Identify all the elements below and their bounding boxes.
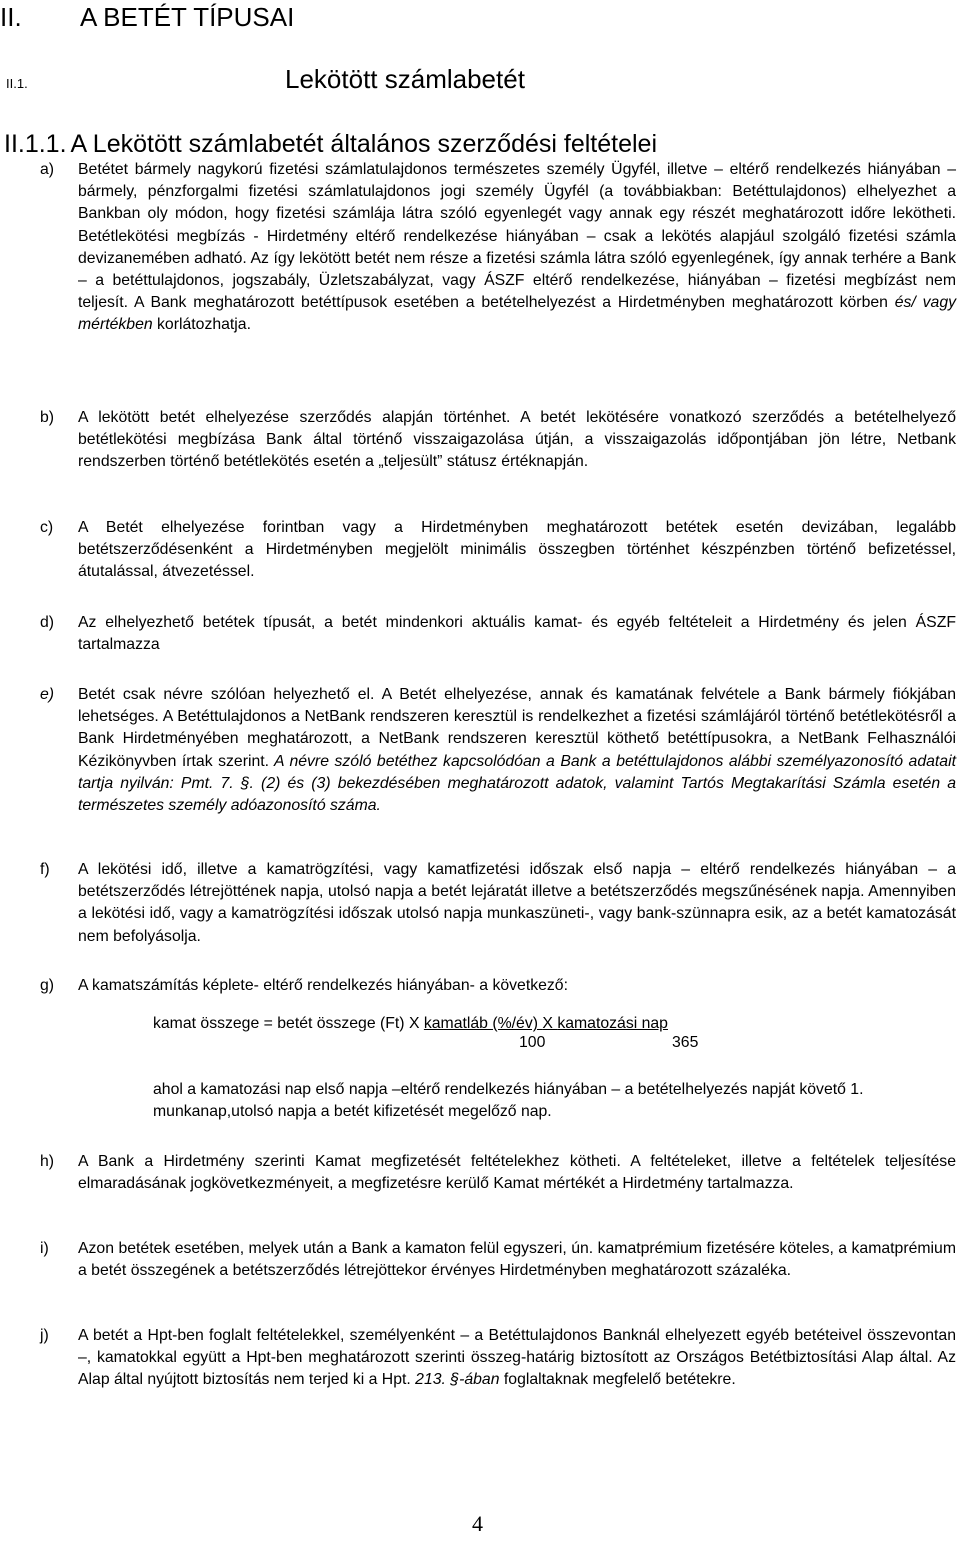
list-item-label: h): [40, 1153, 55, 1170]
list-item-d: [40, 612, 956, 656]
list-item-a: [40, 159, 956, 337]
heading-2-text: Lekötött számlabetét: [285, 64, 525, 94]
list-item-c: [40, 517, 956, 584]
formula-denominator-days: 365: [672, 1034, 699, 1051]
list-item-tail: foglaltaknak megfelelő betétekre.: [499, 1371, 736, 1389]
list-item-italic: és/ vagy mértékben: [78, 294, 956, 334]
list-item-h: [40, 1151, 956, 1195]
list-item-label: j): [40, 1327, 49, 1344]
heading-1-number: II.: [0, 2, 22, 32]
list-item-label: i): [40, 1240, 49, 1257]
list-item-j: [40, 1325, 956, 1392]
formula-term-rate: kamatláb (%/év): [423, 1015, 543, 1032]
heading-1: [0, 2, 294, 33]
list-item-label: c): [40, 519, 54, 536]
list-item-text: A lekötött betét elhelyezése szerződés alapján történhet. A betét lekötésére vonatkozó szerződés a betételhelyező betétlekötési megbízása Bank által történő visszaigazolása útján, a visszaigazolás időpontjában jön létre, Netbank rendszerben történő betétlekötés esetén a „teljesült” státusz értéknapján.: [78, 409, 956, 471]
heading-1-text: A BETÉT TÍPUSAI: [80, 2, 295, 32]
heading-2-number: II.1.: [6, 76, 28, 91]
heading-3: [4, 130, 657, 159]
list-item-text: A kamatszámítás képlete- eltérő rendelkezés hiányában- a következő:: [78, 977, 568, 994]
list-item-italic: A névre szóló betéthez kapcsolódóan a Bank a betéttulajdonos alábbi személyazonosító adatait tartja nyilván: Pmt. 7. §. (2) és (3) bekezdésében meghatározott adatok, valamint Tartós Megtakarítási Számla esetén a természetes személy adóazonosító száma.: [78, 752, 956, 815]
formula-note: ahol a kamatozási nap első napja –eltérő rendelkezés hiányában – a betételhelyezés napját követő 1. munkanap,utolsó napja a betét kifizetését megelőző nap.: [153, 1081, 864, 1121]
list-item-text: Betét csak névre szólóan helyezhető el. A Betét elhelyezése, annak és kamatának felvétele a Bank bármely fiókjában lehetséges. A Betéttulajdonos a NetBank rendszeren keresztül is rendelkezhet a fizetési számlájáról történő betétlekötésről a Bank Hirdetményében meghatározott, a NetBank rendszeren keresztül köthető betéttípusokra, a NetBank Felhasználói Kézikönyvben írtak szerint.: [78, 686, 956, 770]
list-item-f: [40, 859, 956, 948]
list-item-label: b): [40, 409, 55, 426]
page-number: 4: [472, 1511, 483, 1536]
list-item-b: [40, 407, 956, 474]
list-item-label: d): [40, 614, 55, 631]
list-item-text: A betét a Hpt-ben foglalt feltételekkel, személyenként – a Betéttulajdonos Banknál elhelyezett egyéb betéteivel összevontan –, kamatokkal együtt a Hpt-ben meghatározott szerinti összeg-határig biztosított az Országos Betétbiztosítási Alap által. Az Alap által nyújtott biztosítás nem terjed ki a Hpt.: [78, 1327, 956, 1389]
list-item-label: g): [40, 977, 55, 994]
list-item-i: [40, 1238, 956, 1282]
list-item-text: A Bank a Hirdetmény szerinti Kamat megfizetését feltételekhez kötheti. A feltételeket, illetve a feltételek teljesítése elmaradásának jogkövetkezményeit, a megfizetésre kerülő Kamat mértékét a Hirdetmény tartalmazza.: [78, 1153, 956, 1193]
list-item-g: [40, 975, 956, 997]
formula-multiply: X: [542, 1015, 558, 1032]
heading-3-text: A Lekötött számlabetét általános szerződési feltételei: [70, 130, 657, 158]
list-item-label: e): [40, 686, 55, 703]
list-item-text: A Betét elhelyezése forintban vagy a Hirdetményben meghatározott betétek esetén devizában, legalább betétszerződésenként a Hirdetményben megjelölt minimális összegben történhet készpénzben történő befizetéssel, átutalással, átvezetéssel.: [78, 519, 956, 581]
formula-denominator-rate: 100: [519, 1034, 546, 1051]
formula-term-days: kamatozási nap: [557, 1015, 668, 1032]
heading-3-number: II.1.1.: [4, 130, 67, 158]
list-item-text: Betétet bármely nagykorú fizetési számlatulajdonos természetes személy Ügyfél, illetve – eltérő rendelkezés hiányában – bármely, pénzforgalmi fizetési számlatulajdonos jogi személy Ügyfél (a továbbiakban: Betéttulajdonos) elhelyezhet a Bankban oly módon, hogy fizetési számlája látra szóló egyenlegét vagy annak egy részét meghatározott időre lekötheti. Betétlekötési megbízás - Hirdetmény eltérő rendelkezése hiányában – csak a lekötés alapjául szolgáló fizetési számla devizanemében adható. Az így lekötött betét nem része a fizetési számla látra szóló egyenlegének, így annak terhére a Bank – a betéttulajdonos, jogszabály, Üzletszabályzat, vagy ÁSZF eltérő rendelkezése, hiányában – fizetési megbízást nem teljesít. A Bank meghatározott betéttípusok esetében a betételhelyezést a Hirdetményben meghatározott körben: [78, 161, 956, 312]
list-item-text: Az elhelyezhető betétek típusát, a betét mindenkori aktuális kamat- és egyéb feltételeit a Hirdetmény és jelen ÁSZF tartalmazza: [78, 614, 956, 654]
list-item-label: a): [40, 161, 55, 178]
list-item-text: A lekötési idő, illetve a kamatrögzítési, vagy kamatfizetési időszak első napja – eltérő rendelkezés hiányában – a betétszerződés létrejöttének napja, utolsó napja a betét lejáratát illetve a betétszerződés megszűnésének napja. Amennyiben a lekötési idő, vagy a kamatrögzítési időszak utolsó napja munkaszüneti-, vagy bank-szünnapra esik, az a betét kamatozását nem befolyásolja.: [78, 861, 956, 945]
list-item-label: f): [40, 861, 50, 878]
list-item-e: [40, 684, 956, 817]
list-item-tail: korlátozhatja.: [152, 316, 251, 334]
formula-denominators: [153, 1034, 753, 1058]
list-item-text: Azon betétek esetében, melyek után a Bank a kamaton felül egyszeri, ún. kamatprémium fizetésére köteles, a kamatprémium a betét összegének a betétszerződés létrejöttekor érvényes Hirdetményben meghatározott százaléka.: [78, 1240, 956, 1280]
list-item-italic: 213. §-ában: [410, 1371, 500, 1389]
formula-prefix: kamat összege = betét összege (Ft) X: [153, 1015, 424, 1032]
